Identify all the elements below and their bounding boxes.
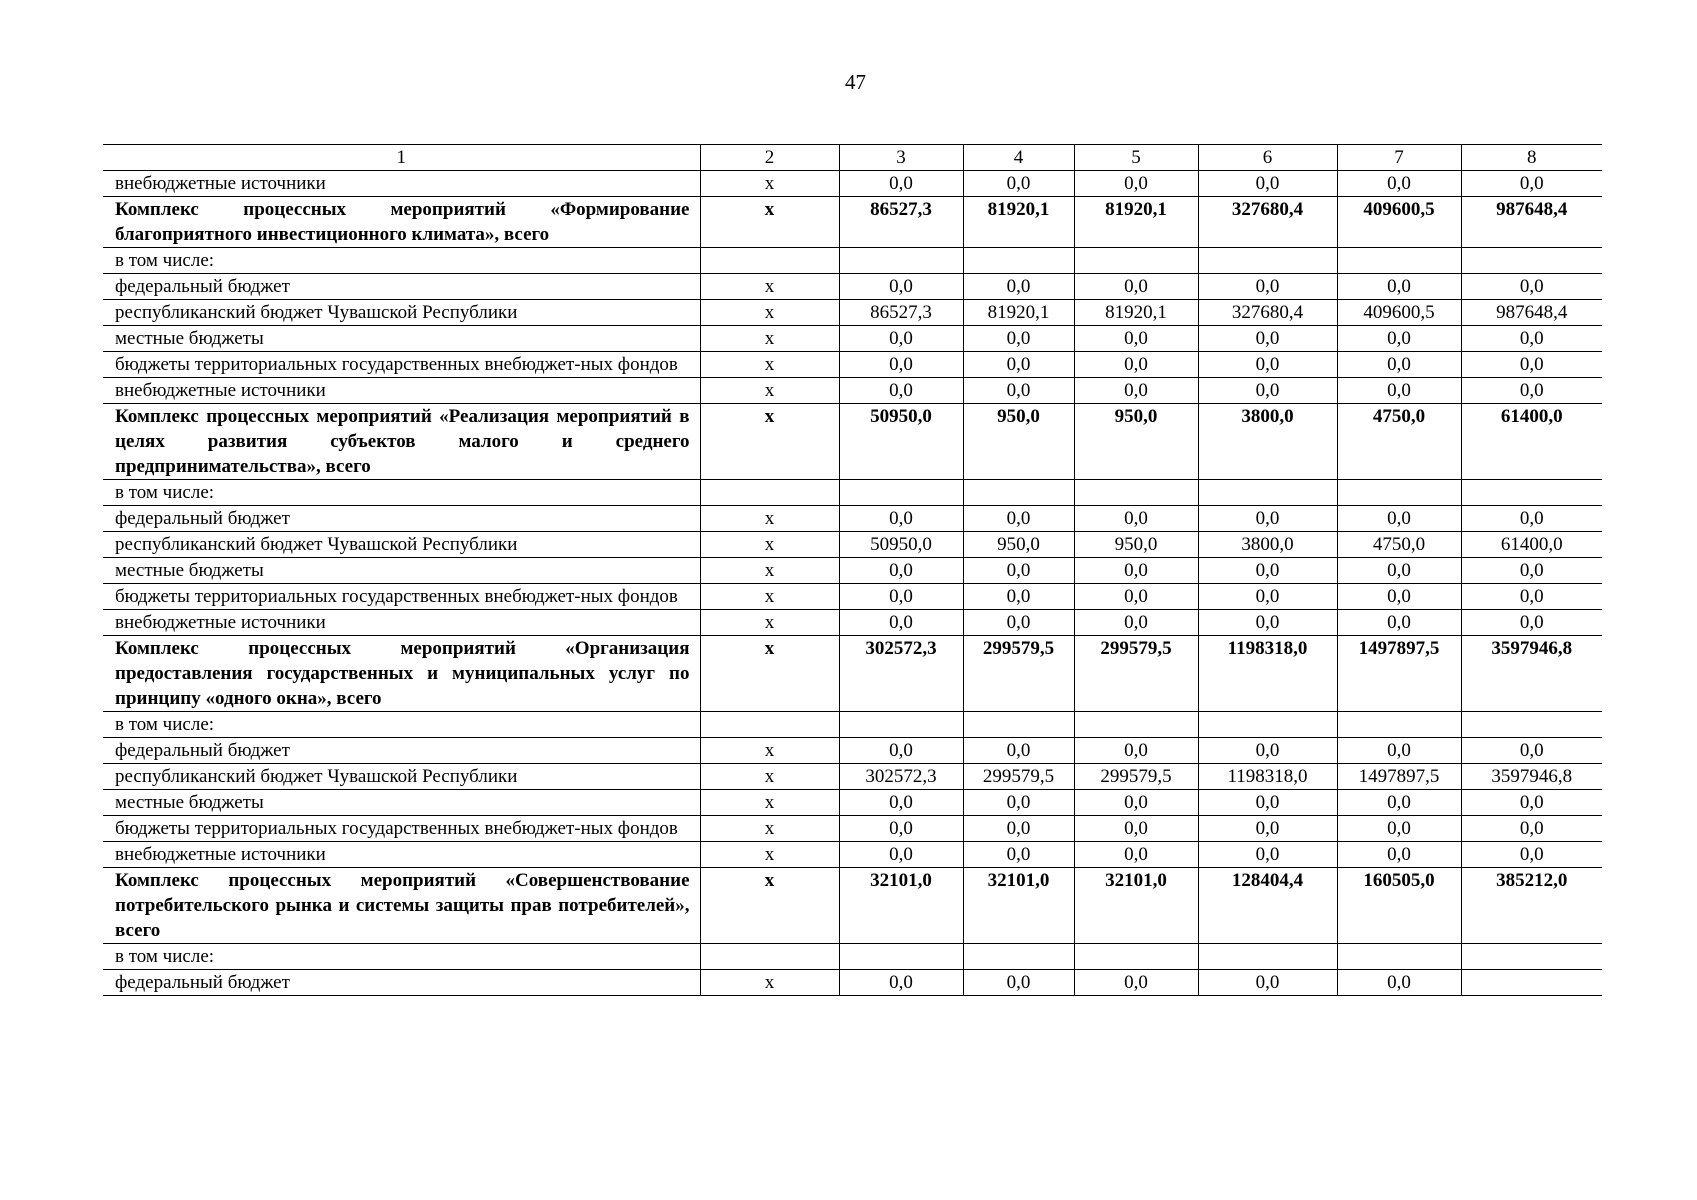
row-label-cell: федеральный бюджет xyxy=(103,970,700,996)
row-label-cell: Комплекс процессных мероприятий «Совершенствование потребительского рынка и системы защиты прав потребителей», всего xyxy=(103,868,700,944)
value-cell: 0,0 xyxy=(1337,738,1461,764)
value-cell xyxy=(700,712,839,738)
row-label-cell: в том числе: xyxy=(103,248,700,274)
value-cell: 0,0 xyxy=(1337,790,1461,816)
column-header: 8 xyxy=(1461,145,1602,171)
value-cell: 0,0 xyxy=(839,790,963,816)
value-cell: 0,0 xyxy=(1198,378,1337,404)
value-cell: х xyxy=(700,300,839,326)
value-cell: 0,0 xyxy=(1461,506,1602,532)
value-cell xyxy=(700,944,839,970)
value-cell: 0,0 xyxy=(839,610,963,636)
row-label-cell: федеральный бюджет xyxy=(103,506,700,532)
row-label-cell: в том числе: xyxy=(103,712,700,738)
value-cell: х xyxy=(700,404,839,480)
value-cell xyxy=(963,480,1074,506)
value-cell xyxy=(700,480,839,506)
column-header: 6 xyxy=(1198,145,1337,171)
value-cell: 0,0 xyxy=(1461,274,1602,300)
value-cell: 0,0 xyxy=(963,790,1074,816)
value-cell: 0,0 xyxy=(1198,352,1337,378)
value-cell: 0,0 xyxy=(963,274,1074,300)
value-cell: 0,0 xyxy=(839,842,963,868)
value-cell: 0,0 xyxy=(963,842,1074,868)
table-row-total xyxy=(103,636,1602,712)
value-cell xyxy=(1461,480,1602,506)
value-cell: 0,0 xyxy=(1461,842,1602,868)
value-cell: 950,0 xyxy=(1074,532,1198,558)
row-label-cell: внебюджетные источники xyxy=(103,171,700,197)
value-cell xyxy=(1198,944,1337,970)
value-cell: 0,0 xyxy=(1074,970,1198,996)
value-cell: 0,0 xyxy=(1337,326,1461,352)
value-cell: х xyxy=(700,171,839,197)
value-cell: 0,0 xyxy=(963,816,1074,842)
value-cell: 0,0 xyxy=(839,274,963,300)
value-cell: х xyxy=(700,352,839,378)
table-row xyxy=(103,171,1602,197)
value-cell: 128404,4 xyxy=(1198,868,1337,944)
value-cell: 50950,0 xyxy=(839,404,963,480)
value-cell xyxy=(963,248,1074,274)
row-label-cell: федеральный бюджет xyxy=(103,738,700,764)
value-cell: 81920,1 xyxy=(963,300,1074,326)
value-cell: 0,0 xyxy=(1337,558,1461,584)
table-row-total xyxy=(103,197,1602,248)
value-cell: 950,0 xyxy=(963,404,1074,480)
value-cell: х xyxy=(700,842,839,868)
table-row xyxy=(103,842,1602,868)
row-label-cell: бюджеты территориальных государственных внебюджет-ных фондов xyxy=(103,584,700,610)
value-cell: 409600,5 xyxy=(1337,197,1461,248)
value-cell: 3800,0 xyxy=(1198,532,1337,558)
value-cell xyxy=(1074,944,1198,970)
value-cell: х xyxy=(700,274,839,300)
value-cell: 0,0 xyxy=(1198,558,1337,584)
table-row xyxy=(103,970,1602,996)
value-cell: 0,0 xyxy=(1461,326,1602,352)
value-cell: 0,0 xyxy=(1461,790,1602,816)
value-cell: 0,0 xyxy=(1074,506,1198,532)
row-label-cell: республиканский бюджет Чувашской Республики xyxy=(103,532,700,558)
value-cell: 299579,5 xyxy=(963,764,1074,790)
value-cell: х xyxy=(700,506,839,532)
value-cell: 0,0 xyxy=(1337,842,1461,868)
value-cell: 950,0 xyxy=(963,532,1074,558)
table-row xyxy=(103,764,1602,790)
table-row-total xyxy=(103,404,1602,480)
value-cell: 0,0 xyxy=(839,970,963,996)
row-label-cell: внебюджетные источники xyxy=(103,378,700,404)
row-label-cell: в том числе: xyxy=(103,480,700,506)
value-cell: 81920,1 xyxy=(1074,300,1198,326)
value-cell: 0,0 xyxy=(1337,352,1461,378)
value-cell: 0,0 xyxy=(1337,506,1461,532)
value-cell: 3597946,8 xyxy=(1461,764,1602,790)
value-cell: 0,0 xyxy=(1074,610,1198,636)
value-cell: 0,0 xyxy=(1337,274,1461,300)
value-cell: 987648,4 xyxy=(1461,197,1602,248)
value-cell xyxy=(839,248,963,274)
value-cell: 1497897,5 xyxy=(1337,636,1461,712)
value-cell xyxy=(1337,944,1461,970)
value-cell: 302572,3 xyxy=(839,636,963,712)
value-cell: 61400,0 xyxy=(1461,532,1602,558)
value-cell: 0,0 xyxy=(839,171,963,197)
value-cell: 0,0 xyxy=(839,738,963,764)
value-cell: 81920,1 xyxy=(963,197,1074,248)
value-cell xyxy=(700,248,839,274)
value-cell: х xyxy=(700,636,839,712)
table-row xyxy=(103,584,1602,610)
row-label-cell: внебюджетные источники xyxy=(103,610,700,636)
value-cell: х xyxy=(700,197,839,248)
row-label-cell: республиканский бюджет Чувашской Республики xyxy=(103,764,700,790)
value-cell: 0,0 xyxy=(1337,970,1461,996)
table-row xyxy=(103,712,1602,738)
value-cell: 0,0 xyxy=(963,738,1074,764)
value-cell xyxy=(839,944,963,970)
value-cell: 32101,0 xyxy=(839,868,963,944)
value-cell: х xyxy=(700,378,839,404)
value-cell: х xyxy=(700,868,839,944)
table-row xyxy=(103,506,1602,532)
row-label-cell: бюджеты территориальных государственных внебюджет-ных фондов xyxy=(103,352,700,378)
value-cell: 0,0 xyxy=(1461,558,1602,584)
value-cell: 0,0 xyxy=(1074,738,1198,764)
value-cell: 0,0 xyxy=(1337,378,1461,404)
value-cell: х xyxy=(700,610,839,636)
value-cell: 950,0 xyxy=(1074,404,1198,480)
value-cell: 299579,5 xyxy=(1074,764,1198,790)
value-cell: 0,0 xyxy=(963,171,1074,197)
value-cell: 0,0 xyxy=(963,970,1074,996)
value-cell: 0,0 xyxy=(1198,171,1337,197)
value-cell: 0,0 xyxy=(1461,610,1602,636)
value-cell: 0,0 xyxy=(839,558,963,584)
value-cell: 160505,0 xyxy=(1337,868,1461,944)
value-cell: 0,0 xyxy=(1074,378,1198,404)
value-cell: 0,0 xyxy=(1461,816,1602,842)
row-label-cell: республиканский бюджет Чувашской Республики xyxy=(103,300,700,326)
table-row xyxy=(103,248,1602,274)
value-cell: х xyxy=(700,970,839,996)
value-cell xyxy=(1074,712,1198,738)
value-cell: 0,0 xyxy=(1074,790,1198,816)
value-cell xyxy=(1337,248,1461,274)
value-cell: 0,0 xyxy=(1198,610,1337,636)
value-cell: 327680,4 xyxy=(1198,197,1337,248)
value-cell: 0,0 xyxy=(1461,352,1602,378)
value-cell: 50950,0 xyxy=(839,532,963,558)
row-label-cell: местные бюджеты xyxy=(103,326,700,352)
value-cell xyxy=(1461,712,1602,738)
row-label-cell: местные бюджеты xyxy=(103,790,700,816)
value-cell: 32101,0 xyxy=(1074,868,1198,944)
value-cell: 0,0 xyxy=(1074,352,1198,378)
value-cell: 1198318,0 xyxy=(1198,636,1337,712)
table-row xyxy=(103,480,1602,506)
table-row xyxy=(103,532,1602,558)
page-number: 47 xyxy=(845,70,866,94)
table-row xyxy=(103,944,1602,970)
value-cell: 0,0 xyxy=(839,816,963,842)
value-cell: 86527,3 xyxy=(839,197,963,248)
value-cell xyxy=(963,944,1074,970)
row-label-cell: внебюджетные источники xyxy=(103,842,700,868)
value-cell: х xyxy=(700,816,839,842)
value-cell: 1198318,0 xyxy=(1198,764,1337,790)
value-cell: 302572,3 xyxy=(839,764,963,790)
value-cell: 0,0 xyxy=(1074,326,1198,352)
value-cell xyxy=(1461,944,1602,970)
value-cell: 299579,5 xyxy=(963,636,1074,712)
value-cell: 0,0 xyxy=(1074,584,1198,610)
value-cell: х xyxy=(700,326,839,352)
row-label-cell: бюджеты территориальных государственных внебюджет-ных фондов xyxy=(103,816,700,842)
value-cell: 81920,1 xyxy=(1074,197,1198,248)
value-cell: 0,0 xyxy=(1198,584,1337,610)
value-cell: 1497897,5 xyxy=(1337,764,1461,790)
table-body xyxy=(103,145,1602,996)
value-cell: 0,0 xyxy=(1461,738,1602,764)
value-cell: 0,0 xyxy=(963,584,1074,610)
value-cell: 0,0 xyxy=(1074,816,1198,842)
table-row xyxy=(103,300,1602,326)
value-cell: 0,0 xyxy=(1461,378,1602,404)
value-cell: 0,0 xyxy=(1337,610,1461,636)
value-cell: 409600,5 xyxy=(1337,300,1461,326)
value-cell: 4750,0 xyxy=(1337,532,1461,558)
value-cell: 0,0 xyxy=(1198,506,1337,532)
value-cell: 0,0 xyxy=(963,558,1074,584)
value-cell: 0,0 xyxy=(1198,970,1337,996)
value-cell xyxy=(1198,480,1337,506)
column-header: 3 xyxy=(839,145,963,171)
value-cell: 0,0 xyxy=(839,326,963,352)
column-number-row xyxy=(103,145,1602,171)
value-cell: х xyxy=(700,558,839,584)
value-cell: 0,0 xyxy=(1198,842,1337,868)
value-cell: 385212,0 xyxy=(1461,868,1602,944)
value-cell xyxy=(1461,970,1602,996)
value-cell: 0,0 xyxy=(1198,326,1337,352)
value-cell: 987648,4 xyxy=(1461,300,1602,326)
value-cell: 0,0 xyxy=(963,378,1074,404)
row-label-cell: федеральный бюджет xyxy=(103,274,700,300)
value-cell: 0,0 xyxy=(1198,816,1337,842)
value-cell: 4750,0 xyxy=(1337,404,1461,480)
value-cell xyxy=(1198,712,1337,738)
value-cell: 0,0 xyxy=(1461,171,1602,197)
value-cell: 0,0 xyxy=(1337,171,1461,197)
column-header: 1 xyxy=(103,145,700,171)
column-header: 5 xyxy=(1074,145,1198,171)
value-cell: 0,0 xyxy=(1074,842,1198,868)
value-cell xyxy=(839,712,963,738)
row-label-cell: Комплекс процессных мероприятий «Реализация мероприятий в целях развития субъектов малого и среднего предпринимательства», всего xyxy=(103,404,700,480)
value-cell: 61400,0 xyxy=(1461,404,1602,480)
value-cell: 3800,0 xyxy=(1198,404,1337,480)
value-cell: 327680,4 xyxy=(1198,300,1337,326)
row-label-cell: местные бюджеты xyxy=(103,558,700,584)
table-row xyxy=(103,378,1602,404)
value-cell xyxy=(1198,248,1337,274)
value-cell xyxy=(1337,480,1461,506)
value-cell: х xyxy=(700,584,839,610)
table-row-total xyxy=(103,868,1602,944)
row-label-cell: Комплекс процессных мероприятий «Формирование благоприятного инвестиционного климата», всего xyxy=(103,197,700,248)
value-cell: 0,0 xyxy=(963,506,1074,532)
value-cell: 299579,5 xyxy=(1074,636,1198,712)
value-cell: 0,0 xyxy=(1074,274,1198,300)
table-row xyxy=(103,610,1602,636)
value-cell: 0,0 xyxy=(1074,558,1198,584)
table-row xyxy=(103,274,1602,300)
table-row xyxy=(103,352,1602,378)
value-cell: 3597946,8 xyxy=(1461,636,1602,712)
value-cell xyxy=(839,480,963,506)
value-cell: 0,0 xyxy=(839,584,963,610)
budget-table xyxy=(103,144,1602,996)
value-cell: 0,0 xyxy=(1337,816,1461,842)
value-cell: 0,0 xyxy=(1074,171,1198,197)
table-row xyxy=(103,738,1602,764)
value-cell: х xyxy=(700,738,839,764)
value-cell: 0,0 xyxy=(839,506,963,532)
value-cell xyxy=(1074,480,1198,506)
value-cell: 0,0 xyxy=(1198,738,1337,764)
row-label-cell: Комплекс процессных мероприятий «Организация предоставления государственных и муниципальных услуг по принципу «одного окна», всего xyxy=(103,636,700,712)
value-cell: 0,0 xyxy=(1461,584,1602,610)
value-cell xyxy=(1074,248,1198,274)
table-row xyxy=(103,326,1602,352)
value-cell xyxy=(1337,712,1461,738)
value-cell: 0,0 xyxy=(963,352,1074,378)
value-cell: 0,0 xyxy=(1198,790,1337,816)
value-cell: х xyxy=(700,764,839,790)
value-cell: 0,0 xyxy=(963,326,1074,352)
value-cell: 0,0 xyxy=(1337,584,1461,610)
value-cell: 0,0 xyxy=(839,378,963,404)
value-cell: х xyxy=(700,532,839,558)
value-cell xyxy=(963,712,1074,738)
column-header: 7 xyxy=(1337,145,1461,171)
value-cell: 32101,0 xyxy=(963,868,1074,944)
table-row xyxy=(103,816,1602,842)
value-cell: х xyxy=(700,790,839,816)
table-row xyxy=(103,790,1602,816)
table-row xyxy=(103,558,1602,584)
value-cell xyxy=(1461,248,1602,274)
column-header: 2 xyxy=(700,145,839,171)
value-cell: 0,0 xyxy=(1198,274,1337,300)
row-label-cell: в том числе: xyxy=(103,944,700,970)
value-cell: 0,0 xyxy=(963,610,1074,636)
column-header: 4 xyxy=(963,145,1074,171)
value-cell: 86527,3 xyxy=(839,300,963,326)
value-cell: 0,0 xyxy=(839,352,963,378)
